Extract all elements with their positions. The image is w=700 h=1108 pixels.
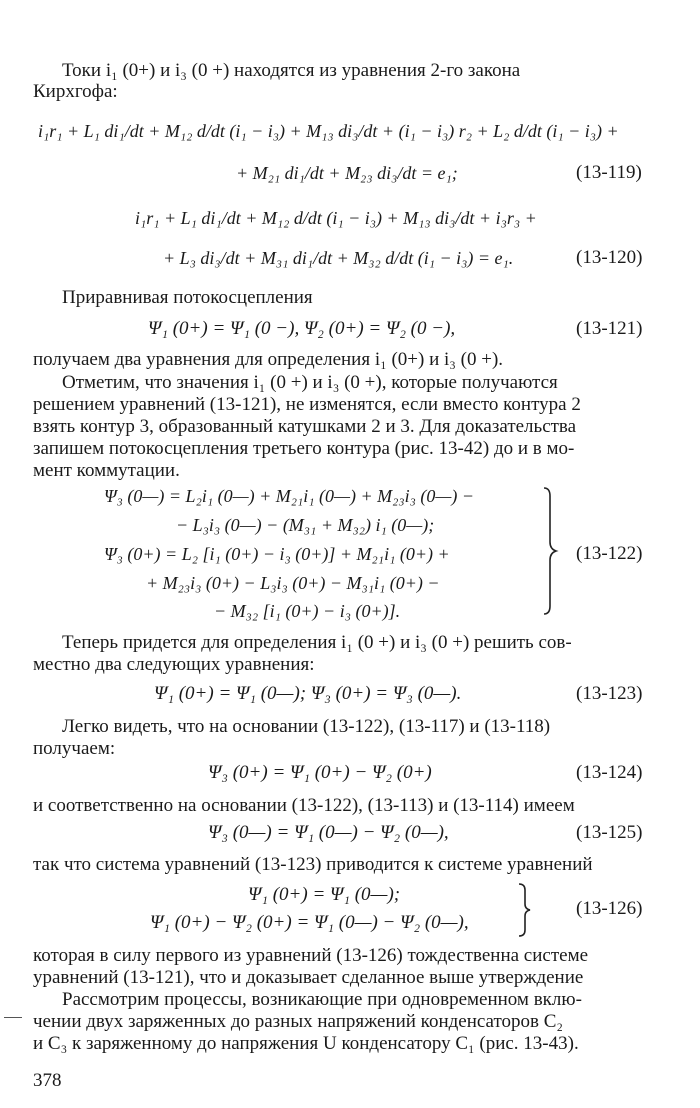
equation-line: Ψ₁ (0+) = Ψ₁ (0 −), Ψ₂ (0+) = Ψ₂ (0 −), <box>148 318 456 339</box>
paragraph-line: уравнений (13-121), что и доказывает сделанное выше утверждение <box>33 967 584 988</box>
equation-number: (13-120) <box>576 247 643 268</box>
equation-number: (13-124) <box>576 762 643 783</box>
equation-line: Ψ₃ (0—) = L₂i₁ (0—) + M₂₁i₁ (0—) + M₂₃i₃ (0—) − <box>104 486 475 506</box>
equation-number: (13-123) <box>576 683 643 704</box>
equation-number: (13-125) <box>576 822 643 843</box>
paragraph-line: Токи i₁ (0+) и i₃ (0 +) находятся из уравнения 2-го закона <box>62 60 521 81</box>
paragraph-line: Рассмотрим процессы, возникающие при одновременном вклю- <box>62 989 582 1010</box>
equation-number: (13-121) <box>576 318 643 339</box>
paragraph-line: так что система уравнений (13-123) приводится к системе уравнений <box>33 854 593 875</box>
paragraph-line: Теперь придется для определения i₁ (0 +) и i₃ (0 +) решить сов- <box>62 632 572 653</box>
paragraph-line: местно два следующих уравнения: <box>33 654 315 675</box>
paragraph-line: Легко видеть, что на основании (13-122), (13-117) и (13-118) <box>62 716 551 737</box>
paragraph-line: решением уравнений (13-121), не изменятся, если вместо контура 2 <box>33 394 581 415</box>
margin-mark <box>4 1017 22 1018</box>
right-brace-icon <box>540 486 560 616</box>
equation-line: i₁r₁ + L₁ di₁/dt + M₁₂ d/dt (i₁ − i₃) + M₁₃ di₃/dt + (i₁ − i₃) r₂ + L₂ d/dt (i₁ − i₃) + <box>38 121 619 141</box>
equation-line: + M₂₁ di₁/dt + M₂₃ di₃/dt = e₁; <box>236 163 458 183</box>
paragraph-line: Приравнивая потокосцепления <box>62 287 313 308</box>
equation-line: + M₂₃i₃ (0+) − L₃i₃ (0+) − M₃₁i₁ (0+) − <box>146 573 440 593</box>
equation-line: Ψ₃ (0+) = Ψ₁ (0+) − Ψ₂ (0+) <box>208 762 432 783</box>
paragraph-line: получаем два уравнения для определения i₁ (0+) и i₃ (0 +). <box>33 349 504 370</box>
paragraph-line: и C₃ к заряженному до напряжения U конденсатору C₁ (рис. 13-43). <box>33 1033 579 1054</box>
paragraph-line: Кирхгофа: <box>33 81 118 102</box>
page-number: 378 <box>33 1070 62 1091</box>
equation-line: i₁r₁ + L₁ di₁/dt + M₁₂ d/dt (i₁ − i₃) + M₁₃ di₃/dt + i₃r₃ + <box>135 208 537 228</box>
paragraph-line: взять контур 3, образованный катушками 2 и 3. Для доказательства <box>33 416 577 437</box>
equation-line: Ψ₁ (0+) = Ψ₁ (0—); <box>248 884 401 905</box>
paragraph-line: и соответственно на основании (13-122), (13-113) и (13-114) имеем <box>33 795 575 816</box>
paragraph-line: запишем потокосцепления третьего контура (рис. 13-42) до и в мо- <box>33 438 575 459</box>
equation-line: Ψ₁ (0+) = Ψ₁ (0—); Ψ₃ (0+) = Ψ₃ (0—). <box>154 683 462 704</box>
paragraph-line: мент коммутации. <box>33 460 180 481</box>
right-brace-icon <box>516 882 534 938</box>
paragraph-line: получаем: <box>33 738 116 759</box>
equation-number: (13-119) <box>576 162 642 183</box>
paragraph-line: которая в силу первого из уравнений (13-126) тождественна системе <box>33 945 589 966</box>
equation-line: Ψ₁ (0+) − Ψ₂ (0+) = Ψ₁ (0—) − Ψ₂ (0—), <box>150 912 469 933</box>
equation-line: − L₃i₃ (0—) − (M₃₁ + M₃₂) i₁ (0—); <box>176 515 435 535</box>
paragraph-line: Отметим, что значения i₁ (0 +) и i₃ (0 +), которые получаются <box>62 372 558 393</box>
equation-line: − M₃₂ [i₁ (0+) − i₃ (0+)]. <box>214 601 401 621</box>
paragraph-line: чении двух заряженных до разных напряжений конденсаторов C₂ <box>33 1011 564 1032</box>
equation-line: Ψ₃ (0—) = Ψ₁ (0—) − Ψ₂ (0—), <box>208 822 449 843</box>
equation-number: (13-122) <box>576 543 643 564</box>
equation-line: Ψ₃ (0+) = L₂ [i₁ (0+) − i₃ (0+)] + M₂₁i₁ (0+) + <box>104 544 450 564</box>
equation-number: (13-126) <box>576 898 643 919</box>
equation-line: + L₃ di₃/dt + M₃₁ di₁/dt + M₃₂ d/dt (i₁ − i₃) = e₁. <box>163 248 514 268</box>
